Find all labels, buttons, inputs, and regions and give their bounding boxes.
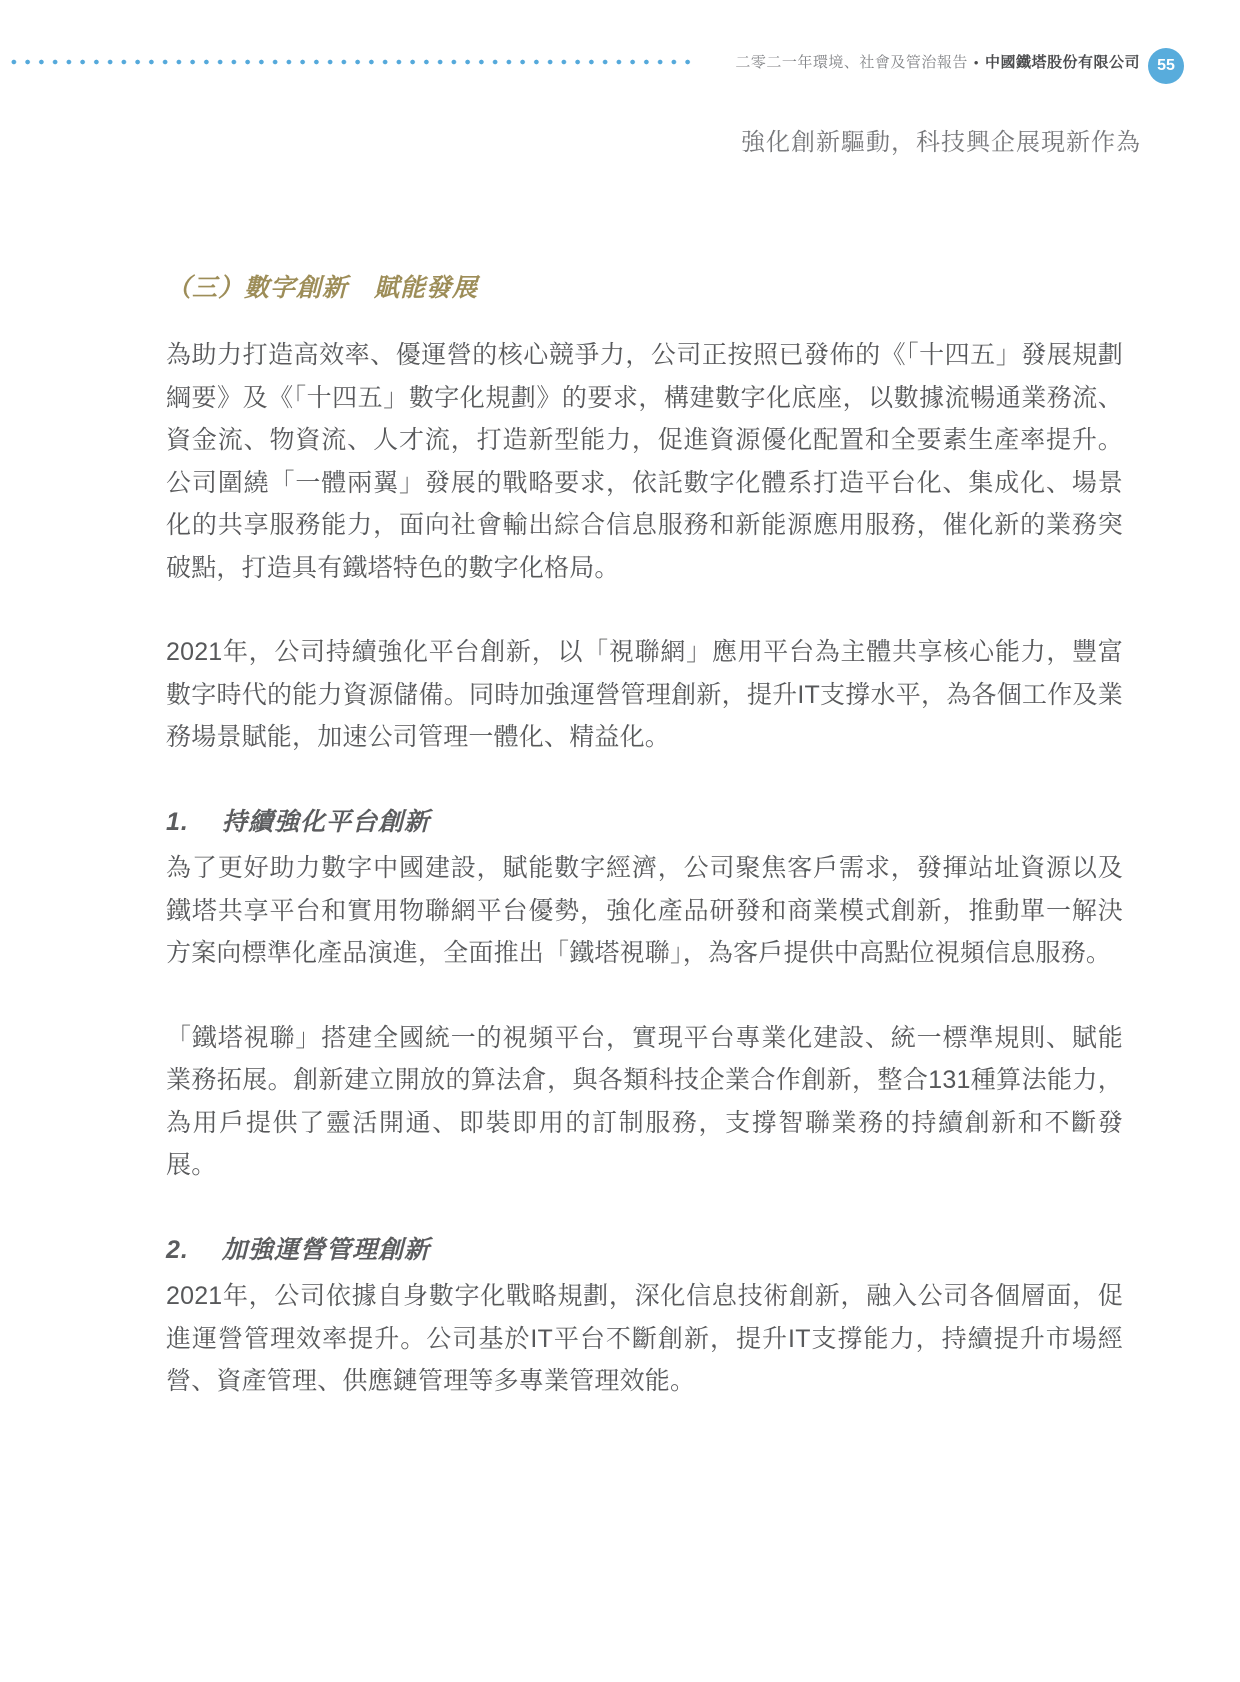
chapter-subtitle: 強化創新驅動，科技興企展現新作為 (741, 129, 1141, 156)
header-company-name: 中國鐵塔股份有限公司 (984, 54, 1140, 71)
subsection-title: 加強運營管理創新 (222, 1235, 431, 1264)
section-heading: （三）數字創新 賦能發展 (166, 274, 479, 302)
subsection-number: 2. (166, 1235, 189, 1264)
subsection-number: 1. (166, 807, 189, 836)
header-dotted-line (7, 59, 695, 65)
intro-paragraph: 為助力打造高效率、優運營的核心競爭力，公司正按照已發佈的《「十四五」發展規劃綱要》及《「十四五」數字化規劃》的要求，構建數字化底座，以數據流暢通業務流、資金流、物資流、人才流，打造新型能力，促進資源優化配置和全要素生產率提升。公司圍繞「一體兩翼」發展的戰略要求，依託數字化體系打造平台化、集成化、場景化的共享服務能力，面向社會輸出綜合信息服務和新能源應用服務，催化新的業務突破點，打造具有鐵塔特色的數字化格局。 (166, 341, 1123, 582)
page-number: 55 (1157, 57, 1175, 74)
subsection-paragraph: 「鐵塔視聯」搭建全國統一的視頻平台，實現平台專業化建設、統一標準規則、賦能業務拓展。創新建立開放的算法倉，與各類科技企業合作創新，整合131種算法能力，為用戶提供了靈活開通、即裝即用的訂制服務，支撐智聯業務的持續創新和不斷發展。 (166, 1023, 1123, 1179)
main-content (166, 270, 1123, 1445)
subsection-heading-2 (166, 1229, 1123, 1272)
subsection-heading-1 (166, 801, 1123, 844)
header-report-title: 二零二一年環境、社會及管治報告 (735, 54, 968, 71)
page-number-badge (1148, 48, 1184, 84)
subsection-title: 持續強化平台創新 (222, 807, 431, 836)
subsection-paragraph: 為了更好助力數字中國建設，賦能數字經濟，公司聚焦客戶需求，發揮站址資源以及鐵塔共享平台和實用物聯網平台優勢，強化產品研發和商業模式創新，推動單一解決方案向標準化產品演進，全面推出「鐵塔視聯」，為客戶提供中高點位視頻信息服務。 (166, 854, 1123, 967)
intro-paragraph: 2021年，公司持續強化平台創新，以「視聯網」應用平台為主體共享核心能力，豐富數字時代的能力資源儲備。同時加強運營管理創新，提升IT支撐水平，為各個工作及業務場景賦能，加速公司管理一體化、精益化。 (166, 638, 1123, 751)
header-separator-dot: • (973, 55, 979, 70)
subsection-paragraph: 2021年，公司依據自身數字化戰略規劃，深化信息技術創新，融入公司各個層面，促進運營管理效率提升。公司基於IT平台不斷創新，提升IT支撐能力，持續提升市場經營、資產管理、供應鏈管理等多專業管理效能。 (166, 1282, 1123, 1395)
page-header (735, 53, 1140, 72)
